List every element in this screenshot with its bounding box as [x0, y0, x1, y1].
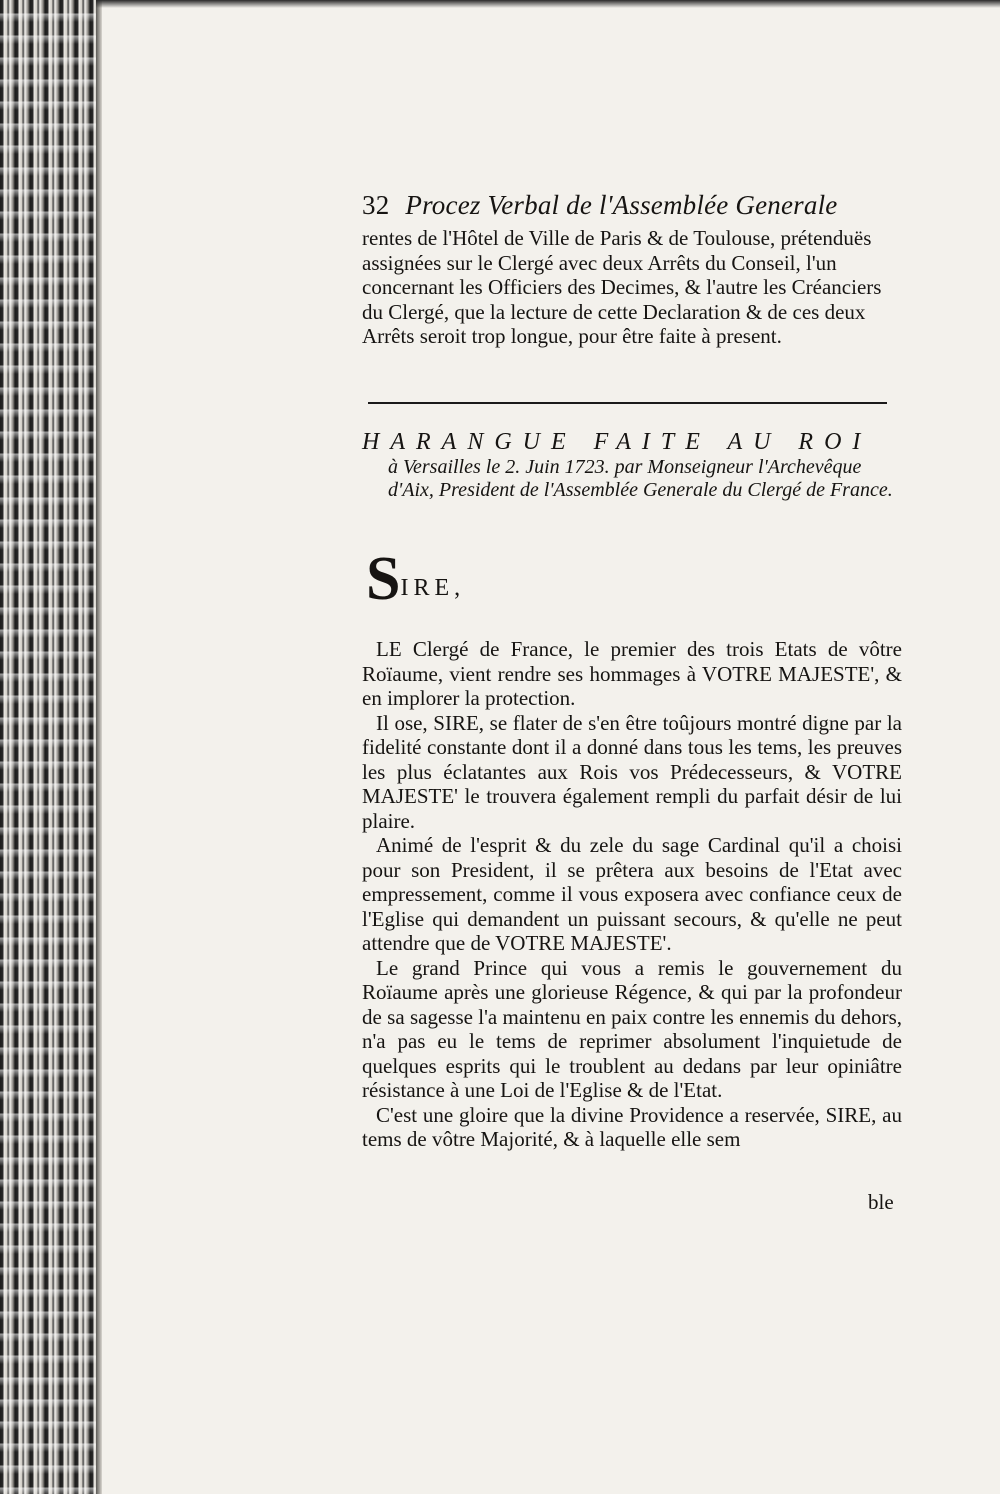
- harangue-title: HARANGUE FAITE AU ROI: [362, 429, 872, 455]
- body-paragraph: LE Clergé de France, le premier des trois Etats de vôtre Roïaume, vient rendre ses hommages à VOTRE MAJESTE', & en implorer la protection.: [362, 637, 902, 710]
- salutation-rest: IRE,: [400, 575, 466, 601]
- running-title: Procez Verbal de l'Assemblée Generale: [405, 190, 838, 220]
- page-header: [362, 188, 902, 349]
- harangue-subtitle: à Versailles le 2. Juin 1723. par Monseigneur l'Archevêque d'Aix, President de l'Assemblée Generale du Clergé de France.: [388, 456, 893, 501]
- page-number: 32: [362, 190, 390, 220]
- body-paragraph: C'est une gloire que la divine Providence a reservée, SIRE, au tems de vôtre Majorité, & à laquelle elle sem: [362, 1102, 902, 1151]
- binding-gutter: [0, 0, 96, 1494]
- intro-paragraph: rentes de l'Hôtel de Ville de Paris & de Toulouse, prétenduës assignées sur le Clergé avec deux Arrêts du Conseil, l'un concernant les Officiers des Decimes, & l'autre les Créanciers du Clergé, que la lecture de cette Declaration & de ces deux Arrêts seroit trop longue, pour être faite à present.: [362, 226, 882, 348]
- running-head: [362, 188, 902, 222]
- salutation: [366, 545, 466, 613]
- top-edge-shadow: [96, 0, 1000, 8]
- body-paragraph: Animé de l'esprit & du zele du sage Cardinal qu'il a choisi pour son President, il se prêtera aux besoins de l'Etat avec empressement, comme il vous exposera avec confiance ceux de l'Eglise qui demandent un puissant secours, & qu'elle ne peut attendre que de VOTRE MAJESTE'.: [362, 833, 902, 955]
- gutter-edge: [96, 0, 102, 1494]
- section-rule: [368, 402, 887, 404]
- body-paragraph: Le grand Prince qui vous a remis le gouvernement du Roïaume après une glorieuse Régence, & qui par la profondeur de sa sagesse l'a maintenu en paix contre les ennemis du dehors, n'a pas eu le tems de reprimer absolument l'inquietude de quelques esprits qui le troublent au dedans par leur opiniâtre résistance à une Loi de l'Eglise & de l'Etat.: [362, 955, 902, 1102]
- body-paragraph: Il ose, SIRE, se flater de s'en être toûjours montré digne par la fidelité constante dont il a donné dans tous les tems, les preuves les plus éclatantes aux Rois vos Prédecesseurs, & VOTRE MAJESTE' le trouvera également rempli du parfait désir de lui plaire.: [362, 710, 902, 833]
- catchword: ble: [868, 1190, 894, 1214]
- salutation-initial: S: [366, 545, 401, 613]
- harangue-body: [362, 637, 902, 1152]
